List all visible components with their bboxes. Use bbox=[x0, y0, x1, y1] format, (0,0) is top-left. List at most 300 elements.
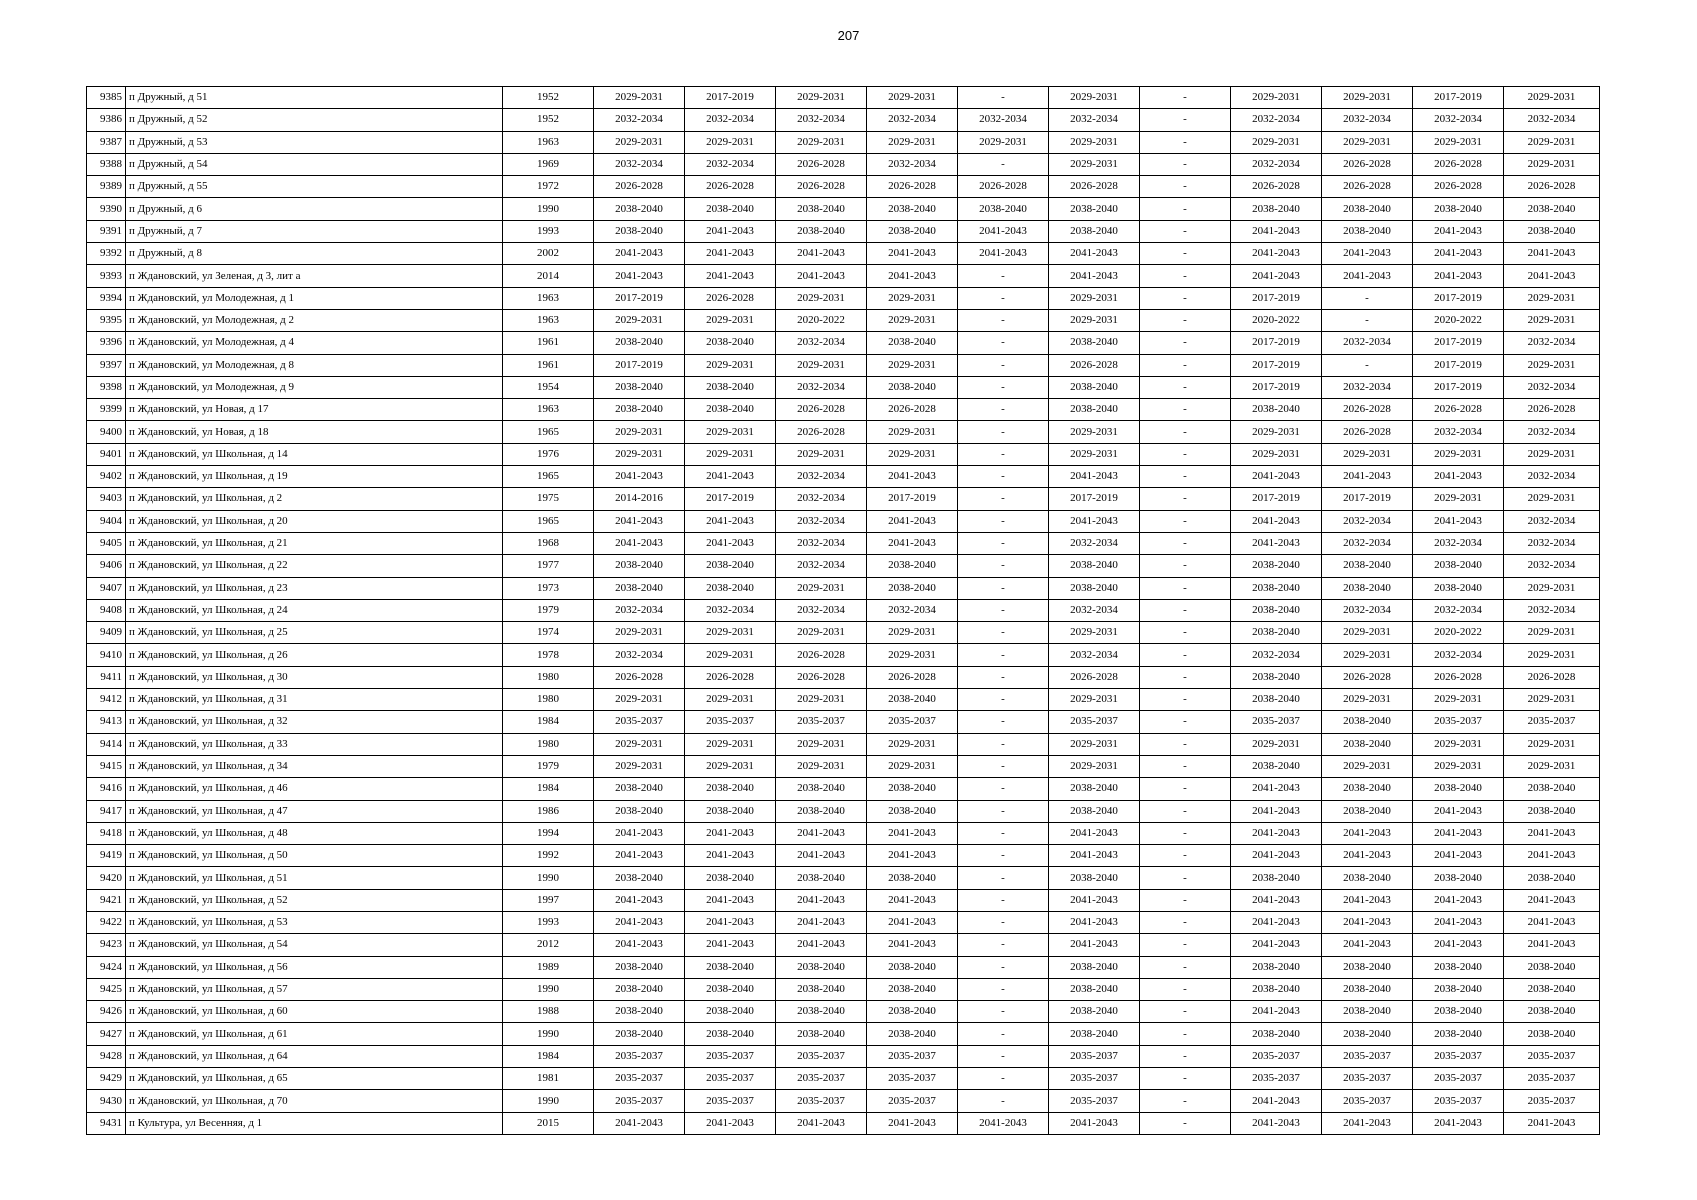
period-cell-10: 2041-2043 bbox=[1413, 220, 1504, 242]
period-cell-11: 2029-2031 bbox=[1504, 443, 1600, 465]
table-row bbox=[87, 109, 1600, 131]
address-cell: п Ждановский, ул Школьная, д 33 bbox=[126, 733, 503, 755]
period-cell-10: 2026-2028 bbox=[1413, 153, 1504, 175]
address-cell: п Ждановский, ул Школьная, д 50 bbox=[126, 845, 503, 867]
period-cell-1: 2032-2034 bbox=[594, 644, 685, 666]
period-cell-2: 2029-2031 bbox=[685, 309, 776, 331]
period-cell-9: 2038-2040 bbox=[1322, 1001, 1413, 1023]
period-cell-6: 2032-2034 bbox=[1049, 532, 1140, 554]
period-cell-1: 2041-2043 bbox=[594, 911, 685, 933]
period-cell-6: 2032-2034 bbox=[1049, 644, 1140, 666]
period-cell-11: 2041-2043 bbox=[1504, 911, 1600, 933]
period-cell-7: - bbox=[1140, 488, 1231, 510]
table-row bbox=[87, 711, 1600, 733]
period-cell-10: 2026-2028 bbox=[1413, 399, 1504, 421]
period-cell-11: 2029-2031 bbox=[1504, 488, 1600, 510]
period-cell-6: 2038-2040 bbox=[1049, 1023, 1140, 1045]
period-cell-8: 2035-2037 bbox=[1231, 1045, 1322, 1067]
period-cell-11: 2038-2040 bbox=[1504, 220, 1600, 242]
period-cell-8: 2029-2031 bbox=[1231, 443, 1322, 465]
period-cell-8: 2038-2040 bbox=[1231, 1023, 1322, 1045]
period-cell-1: 2029-2031 bbox=[594, 443, 685, 465]
period-cell-5: - bbox=[958, 800, 1049, 822]
period-cell-7: - bbox=[1140, 421, 1231, 443]
build-year-cell: 1969 bbox=[503, 153, 594, 175]
period-cell-5: - bbox=[958, 666, 1049, 688]
period-cell-1: 2041-2043 bbox=[594, 845, 685, 867]
period-cell-7: - bbox=[1140, 622, 1231, 644]
build-year-cell: 2014 bbox=[503, 265, 594, 287]
row-number-cell: 9391 bbox=[87, 220, 126, 242]
period-cell-10: 2038-2040 bbox=[1413, 956, 1504, 978]
period-cell-6: 2035-2037 bbox=[1049, 1045, 1140, 1067]
period-cell-3: 2029-2031 bbox=[776, 354, 867, 376]
row-number-cell: 9419 bbox=[87, 845, 126, 867]
build-year-cell: 1994 bbox=[503, 822, 594, 844]
period-cell-6: 2041-2043 bbox=[1049, 1112, 1140, 1134]
period-cell-8: 2038-2040 bbox=[1231, 577, 1322, 599]
period-cell-11: 2041-2043 bbox=[1504, 243, 1600, 265]
period-cell-5: - bbox=[958, 934, 1049, 956]
period-cell-1: 2035-2037 bbox=[594, 1045, 685, 1067]
period-cell-11: 2041-2043 bbox=[1504, 934, 1600, 956]
period-cell-3: 2035-2037 bbox=[776, 1045, 867, 1067]
period-cell-10: 2038-2040 bbox=[1413, 555, 1504, 577]
period-cell-4: 2035-2037 bbox=[867, 1090, 958, 1112]
period-cell-8: 2032-2034 bbox=[1231, 153, 1322, 175]
period-cell-3: 2038-2040 bbox=[776, 978, 867, 1000]
period-cell-9: 2038-2040 bbox=[1322, 555, 1413, 577]
address-cell: п Ждановский, ул Школьная, д 31 bbox=[126, 689, 503, 711]
period-cell-2: 2035-2037 bbox=[685, 1045, 776, 1067]
address-cell: п Ждановский, ул Молодежная, д 2 bbox=[126, 309, 503, 331]
address-cell: п Ждановский, ул Школьная, д 54 bbox=[126, 934, 503, 956]
period-cell-9: 2029-2031 bbox=[1322, 87, 1413, 109]
period-cell-8: 2038-2040 bbox=[1231, 399, 1322, 421]
period-cell-10: 2020-2022 bbox=[1413, 309, 1504, 331]
period-cell-9: 2041-2043 bbox=[1322, 845, 1413, 867]
period-cell-2: 2038-2040 bbox=[685, 577, 776, 599]
period-cell-10: 2041-2043 bbox=[1413, 510, 1504, 532]
build-year-cell: 1980 bbox=[503, 666, 594, 688]
period-cell-8: 2038-2040 bbox=[1231, 198, 1322, 220]
period-cell-1: 2029-2031 bbox=[594, 131, 685, 153]
period-cell-9: 2032-2034 bbox=[1322, 109, 1413, 131]
period-cell-1: 2035-2037 bbox=[594, 1090, 685, 1112]
period-cell-2: 2038-2040 bbox=[685, 1023, 776, 1045]
period-cell-2: 2029-2031 bbox=[685, 131, 776, 153]
period-cell-10: 2032-2034 bbox=[1413, 599, 1504, 621]
period-cell-1: 2029-2031 bbox=[594, 309, 685, 331]
period-cell-2: 2035-2037 bbox=[685, 711, 776, 733]
period-cell-3: 2026-2028 bbox=[776, 644, 867, 666]
period-cell-4: 2038-2040 bbox=[867, 198, 958, 220]
period-cell-5: - bbox=[958, 1090, 1049, 1112]
address-cell: п Ждановский, ул Школьная, д 2 bbox=[126, 488, 503, 510]
period-cell-7: - bbox=[1140, 822, 1231, 844]
period-cell-10: 2035-2037 bbox=[1413, 1068, 1504, 1090]
period-cell-11: 2038-2040 bbox=[1504, 1001, 1600, 1023]
period-cell-7: - bbox=[1140, 689, 1231, 711]
period-cell-7: - bbox=[1140, 1023, 1231, 1045]
period-cell-6: 2041-2043 bbox=[1049, 911, 1140, 933]
build-year-cell: 1989 bbox=[503, 956, 594, 978]
period-cell-9: 2029-2031 bbox=[1322, 755, 1413, 777]
period-cell-1: 2038-2040 bbox=[594, 198, 685, 220]
period-cell-10: 2035-2037 bbox=[1413, 1090, 1504, 1112]
period-cell-7: - bbox=[1140, 711, 1231, 733]
period-cell-11: 2029-2031 bbox=[1504, 309, 1600, 331]
table-body bbox=[87, 87, 1600, 1135]
period-cell-7: - bbox=[1140, 153, 1231, 175]
period-cell-4: 2026-2028 bbox=[867, 399, 958, 421]
period-cell-11: 2029-2031 bbox=[1504, 577, 1600, 599]
period-cell-6: 2038-2040 bbox=[1049, 778, 1140, 800]
period-cell-1: 2038-2040 bbox=[594, 376, 685, 398]
period-cell-10: 2029-2031 bbox=[1413, 755, 1504, 777]
period-cell-1: 2038-2040 bbox=[594, 778, 685, 800]
period-cell-3: 2032-2034 bbox=[776, 510, 867, 532]
row-number-cell: 9430 bbox=[87, 1090, 126, 1112]
period-cell-8: 2041-2043 bbox=[1231, 510, 1322, 532]
row-number-cell: 9412 bbox=[87, 689, 126, 711]
period-cell-11: 2029-2031 bbox=[1504, 644, 1600, 666]
period-cell-9: 2035-2037 bbox=[1322, 1045, 1413, 1067]
period-cell-3: 2029-2031 bbox=[776, 755, 867, 777]
period-cell-2: 2041-2043 bbox=[685, 243, 776, 265]
period-cell-1: 2029-2031 bbox=[594, 689, 685, 711]
period-cell-4: 2029-2031 bbox=[867, 287, 958, 309]
period-cell-5: - bbox=[958, 376, 1049, 398]
address-cell: п Дружный, д 55 bbox=[126, 176, 503, 198]
build-year-cell: 1992 bbox=[503, 845, 594, 867]
period-cell-4: 2038-2040 bbox=[867, 1023, 958, 1045]
period-cell-2: 2038-2040 bbox=[685, 332, 776, 354]
period-cell-10: 2041-2043 bbox=[1413, 1112, 1504, 1134]
period-cell-7: - bbox=[1140, 399, 1231, 421]
period-cell-1: 2038-2040 bbox=[594, 1023, 685, 1045]
address-cell: п Ждановский, ул Школьная, д 30 bbox=[126, 666, 503, 688]
period-cell-3: 2041-2043 bbox=[776, 934, 867, 956]
build-year-cell: 1963 bbox=[503, 287, 594, 309]
period-cell-4: 2029-2031 bbox=[867, 644, 958, 666]
period-cell-3: 2029-2031 bbox=[776, 131, 867, 153]
period-cell-1: 2038-2040 bbox=[594, 978, 685, 1000]
table-row bbox=[87, 421, 1600, 443]
period-cell-6: 2035-2037 bbox=[1049, 1068, 1140, 1090]
build-year-cell: 1984 bbox=[503, 778, 594, 800]
period-cell-10: 2041-2043 bbox=[1413, 845, 1504, 867]
period-cell-8: 2041-2043 bbox=[1231, 911, 1322, 933]
period-cell-10: 2026-2028 bbox=[1413, 666, 1504, 688]
period-cell-4: 2041-2043 bbox=[867, 822, 958, 844]
table-row bbox=[87, 1023, 1600, 1045]
period-cell-9: 2029-2031 bbox=[1322, 443, 1413, 465]
table-row bbox=[87, 1045, 1600, 1067]
build-year-cell: 1968 bbox=[503, 532, 594, 554]
period-cell-3: 2041-2043 bbox=[776, 889, 867, 911]
period-cell-4: 2017-2019 bbox=[867, 488, 958, 510]
build-year-cell: 1963 bbox=[503, 399, 594, 421]
build-year-cell: 1973 bbox=[503, 577, 594, 599]
period-cell-9: 2038-2040 bbox=[1322, 1023, 1413, 1045]
period-cell-8: 2041-2043 bbox=[1231, 532, 1322, 554]
table-row bbox=[87, 198, 1600, 220]
table-row bbox=[87, 354, 1600, 376]
address-cell: п Ждановский, ул Новая, д 17 bbox=[126, 399, 503, 421]
period-cell-4: 2041-2043 bbox=[867, 911, 958, 933]
repair-schedule-table bbox=[86, 86, 1600, 1135]
period-cell-5: - bbox=[958, 309, 1049, 331]
period-cell-9: 2041-2043 bbox=[1322, 934, 1413, 956]
period-cell-8: 2041-2043 bbox=[1231, 265, 1322, 287]
period-cell-7: - bbox=[1140, 755, 1231, 777]
period-cell-9: 2026-2028 bbox=[1322, 399, 1413, 421]
period-cell-5: 2026-2028 bbox=[958, 176, 1049, 198]
address-cell: п Ждановский, ул Молодежная, д 4 bbox=[126, 332, 503, 354]
period-cell-7: - bbox=[1140, 532, 1231, 554]
period-cell-9: 2032-2034 bbox=[1322, 510, 1413, 532]
row-number-cell: 9413 bbox=[87, 711, 126, 733]
period-cell-4: 2032-2034 bbox=[867, 109, 958, 131]
row-number-cell: 9421 bbox=[87, 889, 126, 911]
period-cell-10: 2017-2019 bbox=[1413, 376, 1504, 398]
row-number-cell: 9396 bbox=[87, 332, 126, 354]
period-cell-7: - bbox=[1140, 354, 1231, 376]
period-cell-7: - bbox=[1140, 1068, 1231, 1090]
period-cell-2: 2029-2031 bbox=[685, 644, 776, 666]
address-cell: п Ждановский, ул Школьная, д 53 bbox=[126, 911, 503, 933]
period-cell-5: 2038-2040 bbox=[958, 198, 1049, 220]
period-cell-4: 2026-2028 bbox=[867, 666, 958, 688]
table-row bbox=[87, 265, 1600, 287]
period-cell-3: 2029-2031 bbox=[776, 689, 867, 711]
period-cell-9: 2038-2040 bbox=[1322, 867, 1413, 889]
period-cell-11: 2038-2040 bbox=[1504, 800, 1600, 822]
period-cell-6: 2029-2031 bbox=[1049, 733, 1140, 755]
period-cell-6: 2041-2043 bbox=[1049, 243, 1140, 265]
row-number-cell: 9423 bbox=[87, 934, 126, 956]
period-cell-9: 2038-2040 bbox=[1322, 711, 1413, 733]
period-cell-1: 2032-2034 bbox=[594, 153, 685, 175]
address-cell: п Ждановский, ул Школьная, д 65 bbox=[126, 1068, 503, 1090]
period-cell-6: 2026-2028 bbox=[1049, 666, 1140, 688]
period-cell-5: - bbox=[958, 466, 1049, 488]
row-number-cell: 9408 bbox=[87, 599, 126, 621]
period-cell-3: 2041-2043 bbox=[776, 265, 867, 287]
period-cell-3: 2038-2040 bbox=[776, 867, 867, 889]
period-cell-8: 2041-2043 bbox=[1231, 778, 1322, 800]
period-cell-8: 2029-2031 bbox=[1231, 131, 1322, 153]
address-cell: п Ждановский, ул Молодежная, д 1 bbox=[126, 287, 503, 309]
period-cell-9: 2029-2031 bbox=[1322, 644, 1413, 666]
row-number-cell: 9395 bbox=[87, 309, 126, 331]
period-cell-3: 2038-2040 bbox=[776, 1023, 867, 1045]
period-cell-6: 2029-2031 bbox=[1049, 87, 1140, 109]
table-row bbox=[87, 911, 1600, 933]
period-cell-4: 2038-2040 bbox=[867, 689, 958, 711]
period-cell-4: 2038-2040 bbox=[867, 376, 958, 398]
period-cell-11: 2032-2034 bbox=[1504, 599, 1600, 621]
period-cell-11: 2029-2031 bbox=[1504, 131, 1600, 153]
period-cell-6: 2041-2043 bbox=[1049, 889, 1140, 911]
period-cell-10: 2026-2028 bbox=[1413, 176, 1504, 198]
period-cell-6: 2035-2037 bbox=[1049, 1090, 1140, 1112]
row-number-cell: 9424 bbox=[87, 956, 126, 978]
period-cell-1: 2017-2019 bbox=[594, 354, 685, 376]
row-number-cell: 9390 bbox=[87, 198, 126, 220]
period-cell-11: 2026-2028 bbox=[1504, 399, 1600, 421]
period-cell-5: - bbox=[958, 622, 1049, 644]
build-year-cell: 1978 bbox=[503, 644, 594, 666]
table-row bbox=[87, 1068, 1600, 1090]
period-cell-8: 2038-2040 bbox=[1231, 689, 1322, 711]
address-cell: п Ждановский, ул Школьная, д 23 bbox=[126, 577, 503, 599]
period-cell-8: 2038-2040 bbox=[1231, 622, 1322, 644]
period-cell-3: 2026-2028 bbox=[776, 153, 867, 175]
table-row bbox=[87, 555, 1600, 577]
period-cell-11: 2029-2031 bbox=[1504, 689, 1600, 711]
row-number-cell: 9415 bbox=[87, 755, 126, 777]
period-cell-1: 2035-2037 bbox=[594, 1068, 685, 1090]
table-row bbox=[87, 332, 1600, 354]
period-cell-11: 2032-2034 bbox=[1504, 421, 1600, 443]
row-number-cell: 9385 bbox=[87, 87, 126, 109]
period-cell-6: 2038-2040 bbox=[1049, 332, 1140, 354]
period-cell-10: 2017-2019 bbox=[1413, 332, 1504, 354]
period-cell-11: 2029-2031 bbox=[1504, 733, 1600, 755]
period-cell-1: 2041-2043 bbox=[594, 265, 685, 287]
address-cell: п Ждановский, ул Школьная, д 46 bbox=[126, 778, 503, 800]
period-cell-6: 2038-2040 bbox=[1049, 220, 1140, 242]
period-cell-5: - bbox=[958, 845, 1049, 867]
period-cell-2: 2038-2040 bbox=[685, 978, 776, 1000]
period-cell-1: 2038-2040 bbox=[594, 577, 685, 599]
period-cell-5: - bbox=[958, 599, 1049, 621]
period-cell-1: 2041-2043 bbox=[594, 466, 685, 488]
period-cell-10: 2032-2034 bbox=[1413, 421, 1504, 443]
address-cell: п Ждановский, ул Школьная, д 26 bbox=[126, 644, 503, 666]
row-number-cell: 9418 bbox=[87, 822, 126, 844]
period-cell-4: 2041-2043 bbox=[867, 532, 958, 554]
period-cell-4: 2038-2040 bbox=[867, 867, 958, 889]
address-cell: п Дружный, д 52 bbox=[126, 109, 503, 131]
period-cell-1: 2014-2016 bbox=[594, 488, 685, 510]
build-year-cell: 1952 bbox=[503, 87, 594, 109]
period-cell-2: 2032-2034 bbox=[685, 599, 776, 621]
period-cell-4: 2029-2031 bbox=[867, 733, 958, 755]
period-cell-3: 2029-2031 bbox=[776, 87, 867, 109]
build-year-cell: 1965 bbox=[503, 421, 594, 443]
row-number-cell: 9402 bbox=[87, 466, 126, 488]
period-cell-8: 2017-2019 bbox=[1231, 287, 1322, 309]
build-year-cell: 1954 bbox=[503, 376, 594, 398]
period-cell-2: 2041-2043 bbox=[685, 822, 776, 844]
period-cell-10: 2017-2019 bbox=[1413, 287, 1504, 309]
period-cell-8: 2038-2040 bbox=[1231, 666, 1322, 688]
period-cell-10: 2041-2043 bbox=[1413, 800, 1504, 822]
build-year-cell: 1961 bbox=[503, 332, 594, 354]
period-cell-9: 2035-2037 bbox=[1322, 1090, 1413, 1112]
table-row bbox=[87, 287, 1600, 309]
table-row bbox=[87, 243, 1600, 265]
period-cell-4: 2038-2040 bbox=[867, 1001, 958, 1023]
period-cell-6: 2038-2040 bbox=[1049, 376, 1140, 398]
period-cell-7: - bbox=[1140, 1112, 1231, 1134]
address-cell: п Ждановский, ул Школьная, д 32 bbox=[126, 711, 503, 733]
period-cell-2: 2026-2028 bbox=[685, 176, 776, 198]
period-cell-2: 2041-2043 bbox=[685, 220, 776, 242]
period-cell-4: 2038-2040 bbox=[867, 332, 958, 354]
period-cell-1: 2026-2028 bbox=[594, 176, 685, 198]
period-cell-1: 2035-2037 bbox=[594, 711, 685, 733]
period-cell-6: 2032-2034 bbox=[1049, 109, 1140, 131]
period-cell-10: 2017-2019 bbox=[1413, 87, 1504, 109]
period-cell-1: 2038-2040 bbox=[594, 220, 685, 242]
period-cell-7: - bbox=[1140, 243, 1231, 265]
period-cell-9: 2026-2028 bbox=[1322, 666, 1413, 688]
period-cell-10: 2038-2040 bbox=[1413, 778, 1504, 800]
period-cell-8: 2020-2022 bbox=[1231, 309, 1322, 331]
period-cell-4: 2041-2043 bbox=[867, 243, 958, 265]
period-cell-9: 2038-2040 bbox=[1322, 733, 1413, 755]
period-cell-11: 2035-2037 bbox=[1504, 1068, 1600, 1090]
period-cell-1: 2041-2043 bbox=[594, 934, 685, 956]
period-cell-10: 2041-2043 bbox=[1413, 265, 1504, 287]
period-cell-9: 2041-2043 bbox=[1322, 911, 1413, 933]
period-cell-10: 2041-2043 bbox=[1413, 911, 1504, 933]
period-cell-10: 2041-2043 bbox=[1413, 243, 1504, 265]
table-row bbox=[87, 889, 1600, 911]
period-cell-4: 2038-2040 bbox=[867, 978, 958, 1000]
period-cell-6: 2038-2040 bbox=[1049, 956, 1140, 978]
table-row bbox=[87, 220, 1600, 242]
period-cell-9: 2038-2040 bbox=[1322, 978, 1413, 1000]
period-cell-3: 2035-2037 bbox=[776, 711, 867, 733]
period-cell-9: 2038-2040 bbox=[1322, 778, 1413, 800]
period-cell-4: 2029-2031 bbox=[867, 87, 958, 109]
period-cell-5: - bbox=[958, 822, 1049, 844]
period-cell-4: 2041-2043 bbox=[867, 845, 958, 867]
table-row bbox=[87, 622, 1600, 644]
period-cell-3: 2038-2040 bbox=[776, 956, 867, 978]
period-cell-11: 2041-2043 bbox=[1504, 265, 1600, 287]
period-cell-5: 2029-2031 bbox=[958, 131, 1049, 153]
address-cell: п Ждановский, ул Школьная, д 56 bbox=[126, 956, 503, 978]
table-row bbox=[87, 733, 1600, 755]
period-cell-3: 2032-2034 bbox=[776, 332, 867, 354]
row-number-cell: 9426 bbox=[87, 1001, 126, 1023]
table-row bbox=[87, 131, 1600, 153]
period-cell-2: 2029-2031 bbox=[685, 689, 776, 711]
build-year-cell: 1988 bbox=[503, 1001, 594, 1023]
period-cell-4: 2026-2028 bbox=[867, 176, 958, 198]
period-cell-5: - bbox=[958, 956, 1049, 978]
build-year-cell: 1963 bbox=[503, 131, 594, 153]
period-cell-10: 2029-2031 bbox=[1413, 131, 1504, 153]
period-cell-6: 2038-2040 bbox=[1049, 1001, 1140, 1023]
period-cell-5: - bbox=[958, 577, 1049, 599]
period-cell-2: 2041-2043 bbox=[685, 466, 776, 488]
period-cell-8: 2041-2043 bbox=[1231, 243, 1322, 265]
row-number-cell: 9393 bbox=[87, 265, 126, 287]
period-cell-4: 2038-2040 bbox=[867, 956, 958, 978]
period-cell-2: 2038-2040 bbox=[685, 376, 776, 398]
row-number-cell: 9386 bbox=[87, 109, 126, 131]
period-cell-4: 2041-2043 bbox=[867, 510, 958, 532]
period-cell-11: 2041-2043 bbox=[1504, 822, 1600, 844]
period-cell-6: 2026-2028 bbox=[1049, 354, 1140, 376]
